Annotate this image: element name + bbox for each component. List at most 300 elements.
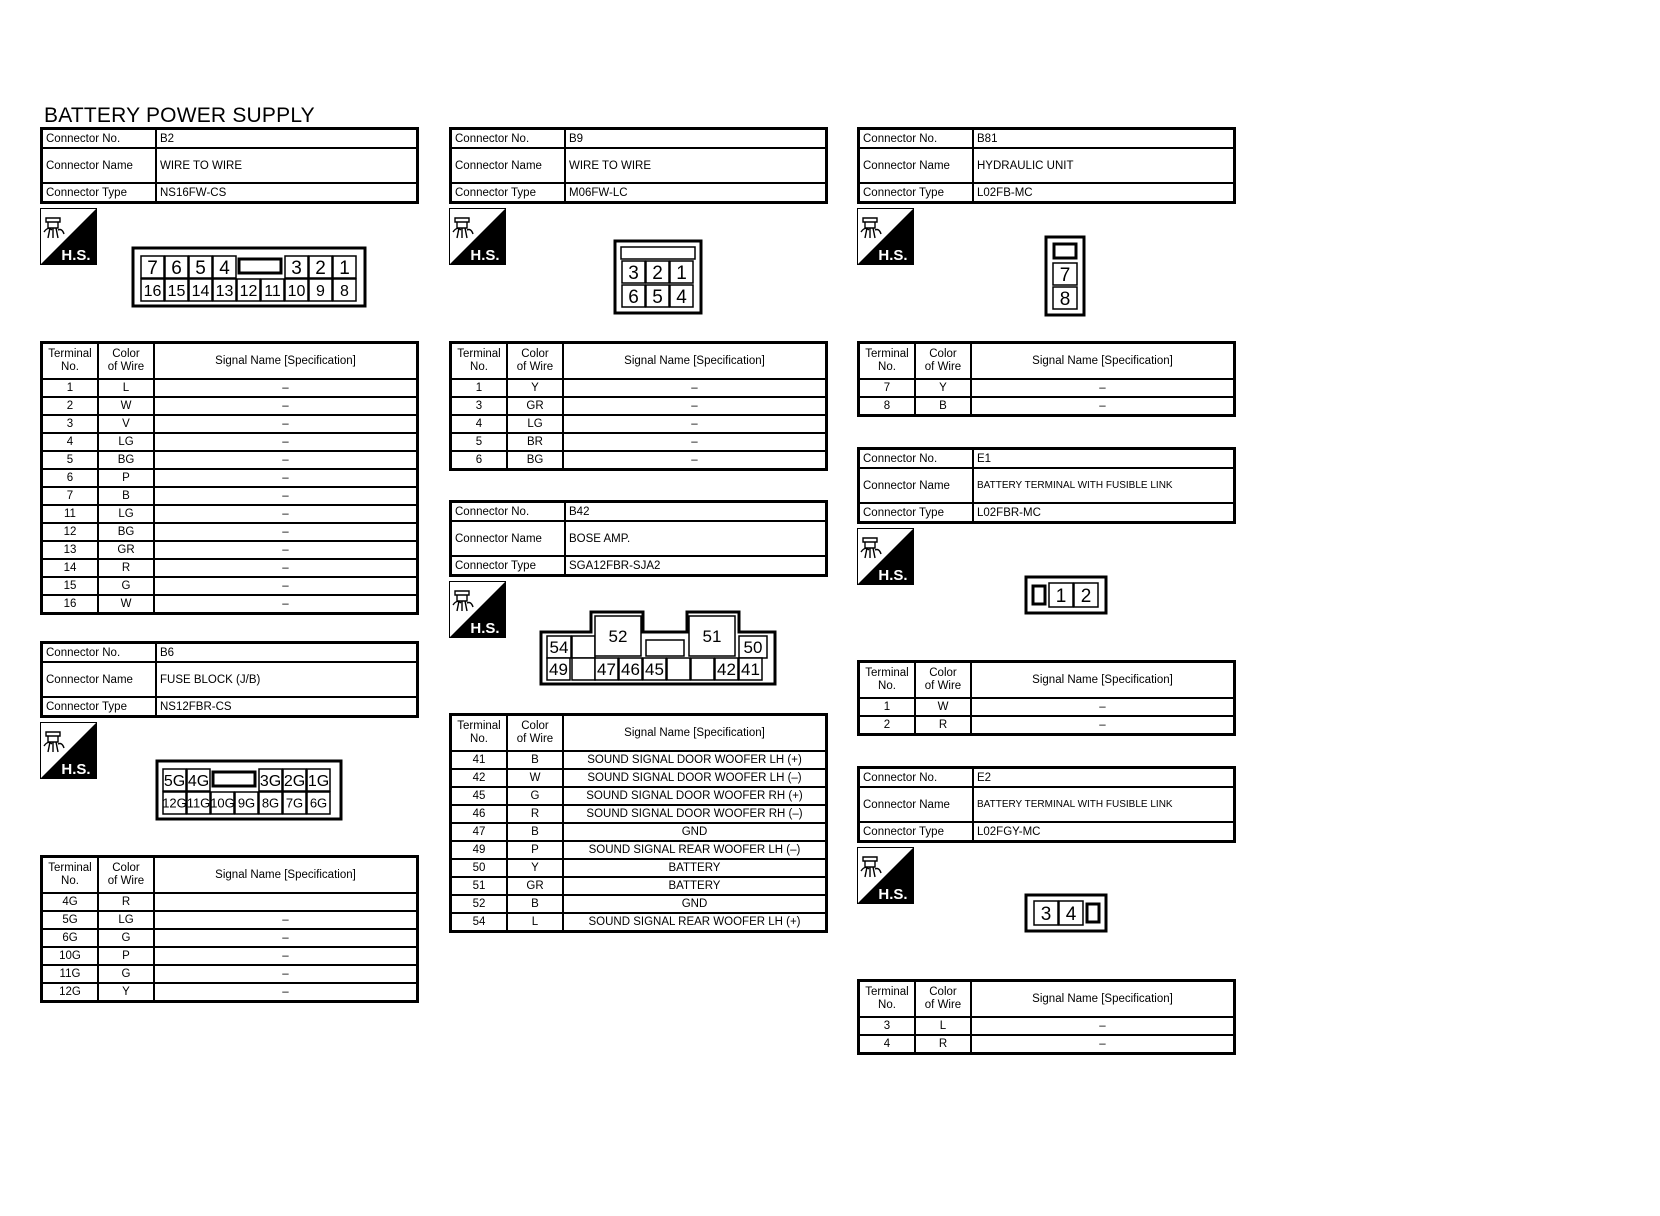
header-color-of-wire: Color of Wire xyxy=(98,343,154,380)
harness-side-icon xyxy=(857,208,914,265)
signal-name-cell: – xyxy=(971,1035,1235,1054)
table-row xyxy=(451,877,827,895)
connector-name-value: WIRE TO WIRE xyxy=(156,148,418,183)
terminal-cavity xyxy=(667,658,690,680)
table-row xyxy=(859,698,1235,716)
signal-name-cell: GND xyxy=(563,895,827,913)
table-row xyxy=(451,415,827,433)
table-row xyxy=(42,469,418,487)
terminal-number: 50 xyxy=(743,638,763,658)
header-terminal-no: Terminal No. xyxy=(859,343,916,380)
table-row xyxy=(451,769,827,787)
header-color-of-wire: Color of Wire xyxy=(915,662,971,699)
table-row xyxy=(42,911,418,929)
connector-no-value: E2 xyxy=(973,768,1235,788)
table-row xyxy=(42,487,418,505)
table-row xyxy=(859,397,1235,416)
terminal-number: 52 xyxy=(608,627,628,647)
terminal-number: 4G xyxy=(187,772,210,790)
terminal-table-e2 xyxy=(857,979,1236,1055)
signal-name-cell: – xyxy=(154,983,418,1002)
terminal-no-cell: 2 xyxy=(42,397,99,415)
table-row xyxy=(42,559,418,577)
signal-name-cell: – xyxy=(154,559,418,577)
table-row xyxy=(42,433,418,451)
wire-color-cell: LG xyxy=(98,911,154,929)
wire-color-cell: P xyxy=(98,947,154,965)
terminal-number: 45 xyxy=(645,660,664,680)
signal-name-cell: – xyxy=(154,595,418,614)
terminal-no-cell: 7 xyxy=(859,379,916,397)
signal-name-cell: – xyxy=(154,577,418,595)
wire-color-cell: B xyxy=(507,751,563,769)
lock-tab xyxy=(1033,586,1045,604)
terminal-cavity xyxy=(691,658,714,680)
terminal-number: 3 xyxy=(628,262,639,284)
header-color-of-wire: Color of Wire xyxy=(98,857,154,894)
svg-text:H.S.: H.S. xyxy=(878,247,908,264)
connector-name-value: BATTERY TERMINAL WITH FUSIBLE LINK xyxy=(973,468,1235,503)
terminal-number: 14 xyxy=(191,282,210,300)
signal-name-cell: SOUND SIGNAL DOOR WOOFER RH (+) xyxy=(563,787,827,805)
connector-type-value: SGA12FBR-SJA2 xyxy=(565,556,827,576)
terminal-number: 2G xyxy=(283,772,306,790)
table-row xyxy=(42,451,418,469)
terminal-table-b42 xyxy=(449,713,828,933)
signal-name-cell: SOUND SIGNAL REAR WOOFER LH (+) xyxy=(563,913,827,932)
wire-color-cell: R xyxy=(507,805,563,823)
connector-face-e1 xyxy=(1024,575,1108,620)
terminal-no-cell: 4G xyxy=(42,893,99,911)
wire-color-cell: W xyxy=(98,397,154,415)
terminal-number: 4 xyxy=(1065,903,1077,925)
terminal-number: 4 xyxy=(219,257,230,279)
signal-name-cell: – xyxy=(563,415,827,433)
lock-tab xyxy=(1054,244,1076,258)
wire-color-cell: G xyxy=(98,965,154,983)
table-row xyxy=(42,397,418,415)
terminal-number: 5 xyxy=(195,257,206,279)
connector-info-b42 xyxy=(449,500,828,577)
label-connector-name: Connector Name xyxy=(859,468,974,503)
terminal-cavity xyxy=(572,636,595,658)
connector-name-value: HYDRAULIC UNIT xyxy=(973,148,1235,183)
connector-info-e1 xyxy=(857,447,1236,524)
terminal-no-cell: 46 xyxy=(451,805,508,823)
wire-color-cell: B xyxy=(915,397,971,416)
signal-name-cell: – xyxy=(154,451,418,469)
svg-text:H.S.: H.S. xyxy=(878,567,908,584)
header-signal-name: Signal Name [Specification] xyxy=(971,343,1235,380)
wire-color-cell: BG xyxy=(507,451,563,470)
signal-name-cell: – xyxy=(971,1017,1235,1035)
connector-face-b2 xyxy=(131,246,367,313)
wire-color-cell: W xyxy=(507,769,563,787)
harness-side-icon xyxy=(449,208,506,265)
label-connector-name: Connector Name xyxy=(451,521,566,556)
signal-name-cell: – xyxy=(154,379,418,397)
terminal-number: 4 xyxy=(676,286,687,308)
lock-tab xyxy=(646,640,684,656)
terminal-no-cell: 6 xyxy=(451,451,508,470)
wire-color-cell: R xyxy=(915,716,971,735)
signal-name-cell: – xyxy=(563,379,827,397)
table-row xyxy=(451,451,827,470)
wire-color-cell: BG xyxy=(98,451,154,469)
table-row xyxy=(859,1017,1235,1035)
wire-color-cell: Y xyxy=(507,379,563,397)
table-header-row xyxy=(859,981,1235,1018)
signal-name-cell: – xyxy=(154,523,418,541)
wire-color-cell: R xyxy=(98,893,154,911)
connector-name-value: BATTERY TERMINAL WITH FUSIBLE LINK xyxy=(973,787,1235,822)
connector-no-value: B42 xyxy=(565,502,827,522)
terminal-number: 2 xyxy=(315,257,326,279)
signal-name-cell: – xyxy=(154,469,418,487)
label-connector-no: Connector No. xyxy=(859,449,974,469)
signal-name-cell: – xyxy=(154,415,418,433)
signal-name-cell: – xyxy=(154,505,418,523)
header-color-of-wire: Color of Wire xyxy=(507,715,563,752)
table-row xyxy=(42,523,418,541)
terminal-no-cell: 11 xyxy=(42,505,99,523)
table-row xyxy=(42,541,418,559)
terminal-no-cell: 10G xyxy=(42,947,99,965)
header-signal-name: Signal Name [Specification] xyxy=(154,857,418,894)
wire-color-cell: B xyxy=(507,895,563,913)
signal-name-cell: SOUND SIGNAL DOOR WOOFER LH (+) xyxy=(563,751,827,769)
signal-name-cell: – xyxy=(154,397,418,415)
connector-type-value: M06FW-LC xyxy=(565,183,827,203)
signal-name-cell: SOUND SIGNAL DOOR WOOFER RH (–) xyxy=(563,805,827,823)
signal-name-cell: – xyxy=(971,698,1235,716)
table-row xyxy=(42,379,418,397)
terminal-number: 3 xyxy=(291,257,302,279)
connector-name-value: WIRE TO WIRE xyxy=(565,148,827,183)
terminal-table-b9 xyxy=(449,341,828,471)
terminal-cavity xyxy=(572,658,595,680)
connector-name-value: BOSE AMP. xyxy=(565,521,827,556)
wire-color-cell: L xyxy=(915,1017,971,1035)
harness-side-icon xyxy=(40,722,97,779)
signal-name-cell: – xyxy=(971,397,1235,416)
wire-color-cell: GR xyxy=(507,877,563,895)
label-connector-no: Connector No. xyxy=(451,502,566,522)
terminal-no-cell: 52 xyxy=(451,895,508,913)
table-row xyxy=(42,983,418,1002)
wire-color-cell: BG xyxy=(98,523,154,541)
table-row xyxy=(451,805,827,823)
wire-color-cell: G xyxy=(98,929,154,947)
terminal-no-cell: 41 xyxy=(451,751,508,769)
terminal-number: 1 xyxy=(339,257,350,279)
label-connector-type: Connector Type xyxy=(859,822,974,842)
svg-text:H.S.: H.S. xyxy=(61,247,91,264)
terminal-no-cell: 3 xyxy=(42,415,99,433)
label-connector-name: Connector Name xyxy=(451,148,566,183)
table-row xyxy=(451,379,827,397)
wire-color-cell: GR xyxy=(507,397,563,415)
terminal-number: 8 xyxy=(1059,288,1071,310)
label-connector-no: Connector No. xyxy=(42,129,157,149)
terminal-no-cell: 45 xyxy=(451,787,508,805)
terminal-table-b2 xyxy=(40,341,419,615)
label-connector-type: Connector Type xyxy=(859,503,974,523)
connector-info-b6 xyxy=(40,641,419,718)
terminal-no-cell: 54 xyxy=(451,913,508,932)
table-header-row xyxy=(859,343,1235,380)
terminal-no-cell: 4 xyxy=(859,1035,916,1054)
signal-name-cell: – xyxy=(563,433,827,451)
label-connector-no: Connector No. xyxy=(451,129,566,149)
wire-color-cell: G xyxy=(98,577,154,595)
connector-face-b42 xyxy=(539,610,779,691)
signal-name-cell: – xyxy=(154,929,418,947)
table-row xyxy=(451,751,827,769)
connector-no-value: B2 xyxy=(156,129,418,149)
header-terminal-no: Terminal No. xyxy=(859,662,916,699)
terminal-no-cell: 14 xyxy=(42,559,99,577)
table-row xyxy=(451,895,827,913)
terminal-no-cell: 5 xyxy=(42,451,99,469)
terminal-no-cell: 16 xyxy=(42,595,99,614)
table-header-row xyxy=(859,662,1235,699)
header-signal-name: Signal Name [Specification] xyxy=(563,715,827,752)
connector-type-value: L02FB-MC xyxy=(973,183,1235,203)
table-row xyxy=(859,716,1235,735)
signal-name-cell: GND xyxy=(563,823,827,841)
harness-side-icon xyxy=(40,208,97,265)
terminal-number: 42 xyxy=(717,660,736,680)
terminal-no-cell: 11G xyxy=(42,965,99,983)
label-connector-name: Connector Name xyxy=(859,787,974,822)
wire-color-cell: R xyxy=(915,1035,971,1054)
connector-type-value: NS12FBR-CS xyxy=(156,697,418,717)
lock-tab xyxy=(239,259,281,273)
terminal-no-cell: 1 xyxy=(451,379,508,397)
wire-color-cell: P xyxy=(507,841,563,859)
table-row xyxy=(42,965,418,983)
terminal-number: 11G xyxy=(186,795,211,811)
terminal-number: 12G xyxy=(162,795,187,811)
table-row xyxy=(451,397,827,415)
label-connector-type: Connector Type xyxy=(42,697,157,717)
terminal-number: 9G xyxy=(237,795,256,811)
signal-name-cell: SOUND SIGNAL DOOR WOOFER LH (–) xyxy=(563,769,827,787)
connector-no-value: B9 xyxy=(565,129,827,149)
connector-face-b9 xyxy=(613,239,703,320)
table-header-row xyxy=(451,343,827,380)
lock-tab xyxy=(1087,904,1099,922)
terminal-number: 8G xyxy=(261,795,280,811)
terminal-number: 1 xyxy=(1055,585,1067,607)
connector-no-value: E1 xyxy=(973,449,1235,469)
label-connector-no: Connector No. xyxy=(859,129,974,149)
label-connector-name: Connector Name xyxy=(42,662,157,697)
terminal-number: 6G xyxy=(309,795,328,811)
svg-text:H.S.: H.S. xyxy=(878,886,908,903)
signal-name-cell: – xyxy=(154,487,418,505)
terminal-no-cell: 12G xyxy=(42,983,99,1002)
header-signal-name: Signal Name [Specification] xyxy=(563,343,827,380)
wire-color-cell: R xyxy=(98,559,154,577)
terminal-number: 7 xyxy=(1059,264,1071,286)
table-row xyxy=(42,415,418,433)
connector-latch xyxy=(621,247,695,259)
terminal-no-cell: 5 xyxy=(451,433,508,451)
terminal-no-cell: 2 xyxy=(859,716,916,735)
connector-info-b9 xyxy=(449,127,828,204)
table-header-row xyxy=(42,857,418,894)
terminal-no-cell: 3 xyxy=(451,397,508,415)
terminal-no-cell: 1 xyxy=(859,698,916,716)
terminal-no-cell: 6 xyxy=(42,469,99,487)
signal-name-cell: – xyxy=(154,911,418,929)
connector-face-b81 xyxy=(1044,235,1086,322)
connector-type-value: L02FGY-MC xyxy=(973,822,1235,842)
signal-name-cell: – xyxy=(563,451,827,470)
connector-info-e2 xyxy=(857,766,1236,843)
label-connector-name: Connector Name xyxy=(42,148,157,183)
terminal-number: 13 xyxy=(215,282,234,300)
table-row xyxy=(451,841,827,859)
header-terminal-no: Terminal No. xyxy=(451,343,508,380)
wire-color-cell: L xyxy=(98,379,154,397)
table-row xyxy=(451,859,827,877)
label-connector-type: Connector Type xyxy=(451,556,566,576)
wire-color-cell: W xyxy=(915,698,971,716)
wire-color-cell: Y xyxy=(915,379,971,397)
header-color-of-wire: Color of Wire xyxy=(915,981,971,1018)
terminal-number: 15 xyxy=(167,282,186,300)
wire-color-cell: LG xyxy=(98,433,154,451)
table-header-row xyxy=(42,343,418,380)
connector-type-value: NS16FW-CS xyxy=(156,183,418,203)
terminal-no-cell: 15 xyxy=(42,577,99,595)
signal-name-cell: – xyxy=(154,947,418,965)
connector-name-value: FUSE BLOCK (J/B) xyxy=(156,662,418,697)
table-row xyxy=(451,787,827,805)
connector-info-b2 xyxy=(40,127,419,204)
terminal-number: 5 xyxy=(652,286,663,308)
header-signal-name: Signal Name [Specification] xyxy=(154,343,418,380)
label-connector-no: Connector No. xyxy=(859,768,974,788)
svg-text:H.S.: H.S. xyxy=(61,761,91,778)
signal-name-cell: – xyxy=(563,397,827,415)
terminal-number: 9 xyxy=(316,282,325,300)
table-header-row xyxy=(451,715,827,752)
terminal-no-cell: 6G xyxy=(42,929,99,947)
terminal-no-cell: 1 xyxy=(42,379,99,397)
table-row xyxy=(859,379,1235,397)
terminal-table-b81 xyxy=(857,341,1236,417)
terminal-number: 8 xyxy=(340,282,349,300)
wire-color-cell: Y xyxy=(507,859,563,877)
terminal-number: 51 xyxy=(702,627,722,647)
terminal-number: 16 xyxy=(143,282,162,300)
terminal-no-cell: 7 xyxy=(42,487,99,505)
table-row xyxy=(859,1035,1235,1054)
wire-color-cell: B xyxy=(507,823,563,841)
terminal-no-cell: 3 xyxy=(859,1017,916,1035)
header-signal-name: Signal Name [Specification] xyxy=(971,981,1235,1018)
label-connector-type: Connector Type xyxy=(42,183,157,203)
label-connector-name: Connector Name xyxy=(859,148,974,183)
terminal-number: 6 xyxy=(171,257,182,279)
harness-side-icon xyxy=(857,847,914,904)
wire-color-cell: Y xyxy=(98,983,154,1002)
terminal-table-e1 xyxy=(857,660,1236,736)
table-row xyxy=(451,913,827,932)
wire-color-cell: P xyxy=(98,469,154,487)
signal-name-cell: – xyxy=(154,965,418,983)
terminal-number: 2 xyxy=(1080,585,1092,607)
connector-type-value: L02FBR-MC xyxy=(973,503,1235,523)
signal-name-cell: – xyxy=(154,541,418,559)
wire-color-cell: LG xyxy=(507,415,563,433)
table-row xyxy=(42,947,418,965)
terminal-no-cell: 51 xyxy=(451,877,508,895)
table-row xyxy=(42,893,418,911)
lock-tab xyxy=(213,772,255,786)
terminal-number: 7 xyxy=(147,257,158,279)
terminal-number: 12 xyxy=(239,282,258,300)
connector-info-b81 xyxy=(857,127,1236,204)
wire-color-cell: GR xyxy=(98,541,154,559)
terminal-no-cell: 50 xyxy=(451,859,508,877)
table-row xyxy=(42,505,418,523)
signal-name-cell: SOUND SIGNAL REAR WOOFER LH (–) xyxy=(563,841,827,859)
table-row xyxy=(42,595,418,614)
terminal-number: 3G xyxy=(259,772,282,790)
terminal-no-cell: 8 xyxy=(859,397,916,416)
wire-color-cell: L xyxy=(507,913,563,932)
header-color-of-wire: Color of Wire xyxy=(915,343,971,380)
harness-side-icon xyxy=(857,528,914,585)
signal-name-cell: – xyxy=(971,379,1235,397)
table-row xyxy=(451,433,827,451)
header-terminal-no: Terminal No. xyxy=(42,857,99,894)
signal-name-cell xyxy=(154,893,418,911)
wire-color-cell: G xyxy=(507,787,563,805)
terminal-number: 6 xyxy=(628,286,639,308)
table-row xyxy=(42,929,418,947)
terminal-number: 54 xyxy=(549,638,569,658)
header-color-of-wire: Color of Wire xyxy=(507,343,563,380)
terminal-number: 2 xyxy=(652,262,663,284)
terminal-number: 7G xyxy=(285,795,304,811)
signal-name-cell: BATTERY xyxy=(563,877,827,895)
terminal-number: 1 xyxy=(676,262,687,284)
wire-color-cell: LG xyxy=(98,505,154,523)
table-row xyxy=(451,823,827,841)
terminal-number: 11 xyxy=(264,282,281,300)
terminal-number: 46 xyxy=(621,660,640,680)
connector-no-value: B6 xyxy=(156,643,418,663)
header-signal-name: Signal Name [Specification] xyxy=(971,662,1235,699)
connector-no-value: B81 xyxy=(973,129,1235,149)
terminal-number: 47 xyxy=(597,660,616,680)
wire-color-cell: BR xyxy=(507,433,563,451)
terminal-no-cell: 4 xyxy=(451,415,508,433)
terminal-no-cell: 5G xyxy=(42,911,99,929)
wire-color-cell: B xyxy=(98,487,154,505)
terminal-no-cell: 47 xyxy=(451,823,508,841)
signal-name-cell: BATTERY xyxy=(563,859,827,877)
terminal-no-cell: 13 xyxy=(42,541,99,559)
label-connector-type: Connector Type xyxy=(451,183,566,203)
signal-name-cell: – xyxy=(971,716,1235,735)
